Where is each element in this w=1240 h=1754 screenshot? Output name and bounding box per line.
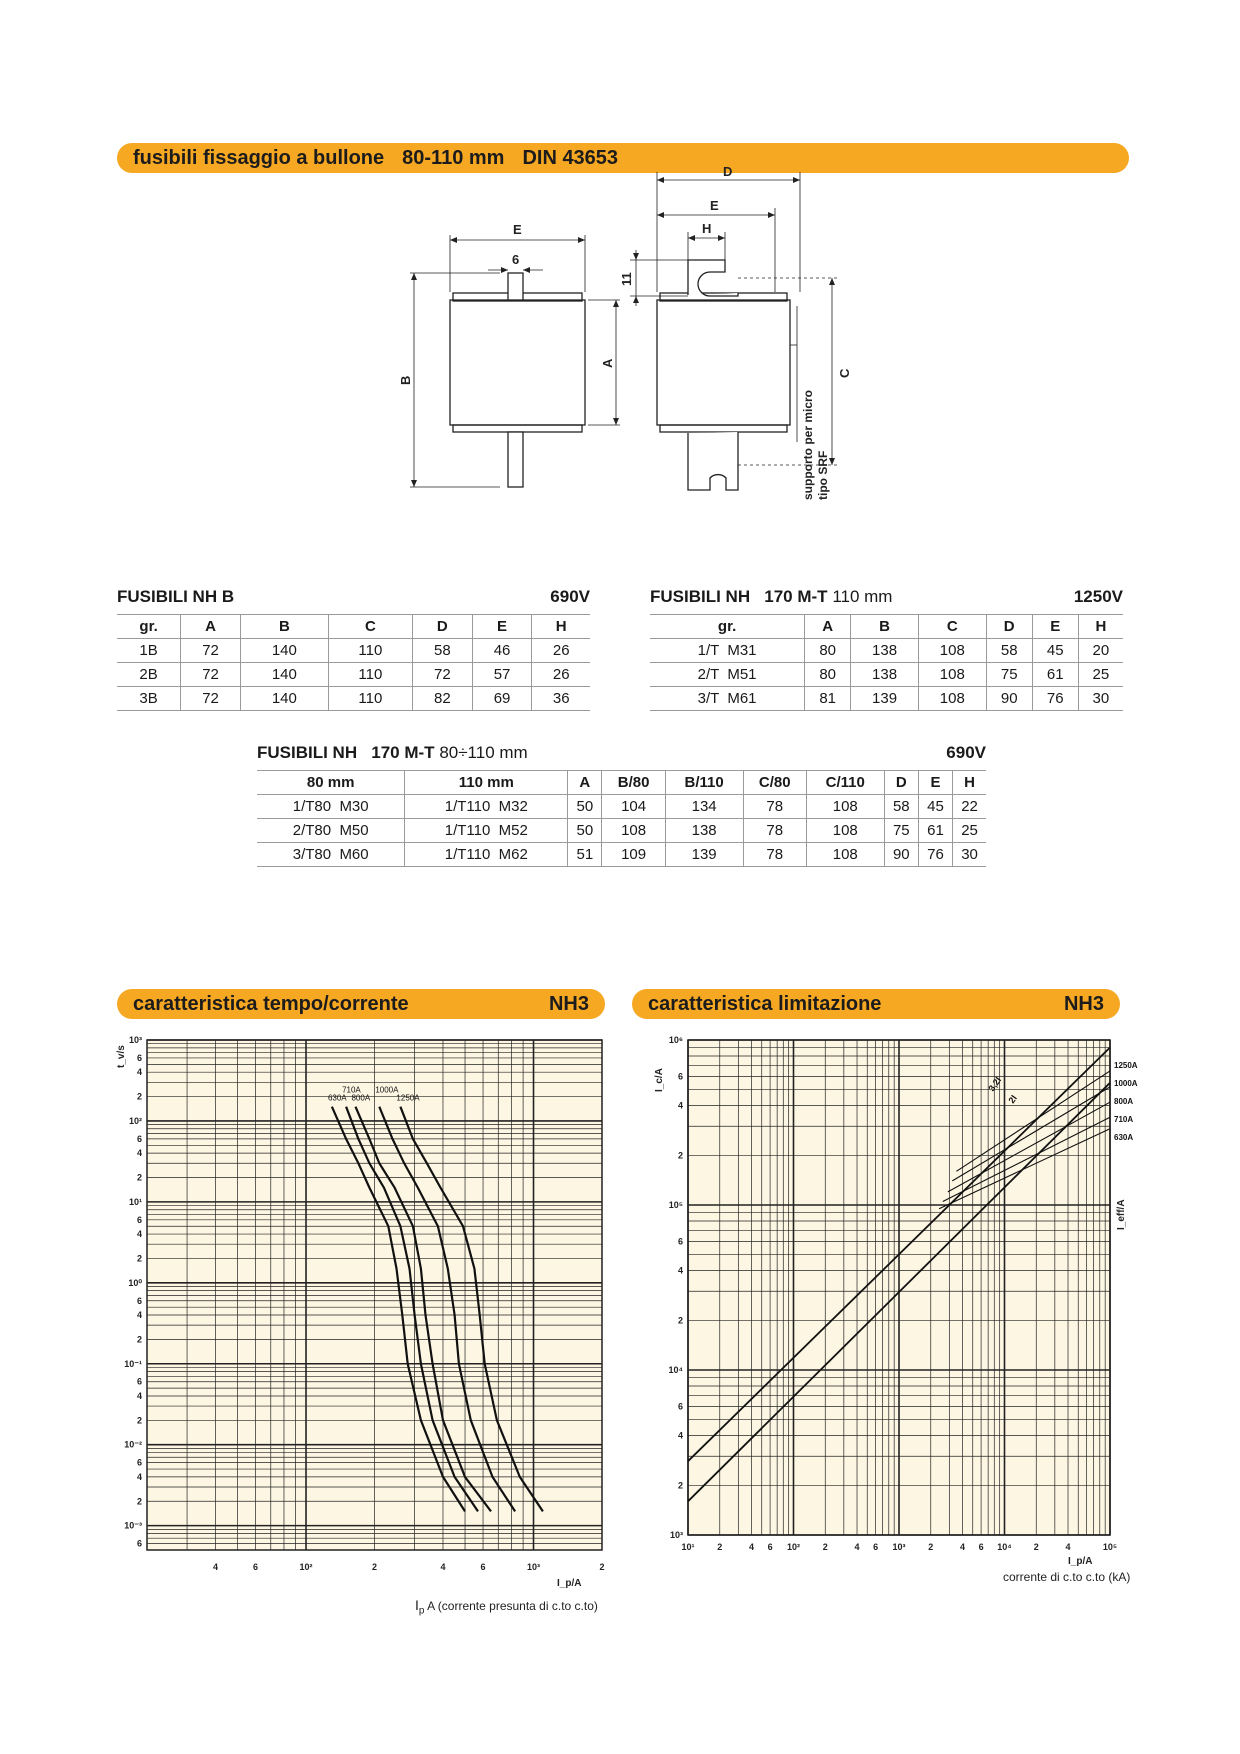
tc-tick-label: 2 [371,1562,378,1572]
tc-tick-label: 2 [136,1415,142,1426]
header-band [117,143,1129,173]
dim-label-d: D [723,164,733,179]
table-cell: 110 [328,687,412,711]
table-cell: 58 [986,639,1032,663]
lim-tick-label: 10⁴ [997,1542,1012,1552]
lim-tick-label: 6 [677,1071,683,1082]
lim-tick-label: 10¹ [681,1542,695,1552]
column-header: D [986,615,1032,639]
column-header: E [472,615,532,639]
table-cell: 46 [472,639,532,663]
table-row [650,663,1123,687]
table-cell: 20 [1078,639,1123,663]
table-cell: 3B [117,687,181,711]
column-header: A [805,615,851,639]
table-header-row [117,615,590,639]
column-header: gr. [117,615,181,639]
table-cell: 81 [805,687,851,711]
tc-tick-label: 4 [440,1562,446,1572]
table-row [650,687,1123,711]
lim-tick-label: 2 [677,1480,683,1491]
column-header: 80 mm [257,771,405,795]
table-nh-b-voltage: 690V [550,587,590,606]
lim-tick-label: 6 [767,1542,773,1552]
table-cell: 138 [851,663,919,687]
band-limitation-tag: NH3 [1063,992,1104,1015]
tc-tick-label: 6 [253,1562,259,1572]
table-cell: 78 [743,819,806,843]
table-cell: 2/T M51 [650,663,805,687]
tc-tick-label: 2 [136,1496,142,1507]
tc-tick-label: 4 [136,1471,142,1482]
table-cell: 80 [805,639,851,663]
table-nh-170 [650,614,1123,711]
lim-tick-label: 10³ [892,1542,906,1552]
table-cell: 75 [884,819,918,843]
lim-tick-label: 4 [960,1542,966,1552]
header-size: 80-110 mm [402,146,505,169]
table-cell: 50 [568,819,602,843]
table-cell: 139 [665,843,743,867]
lim-y2-axis-label: I_eff/A [1116,1199,1127,1230]
table-cell: 25 [1078,663,1123,687]
tc-tick-label: 2 [599,1562,605,1572]
dim-label-c: C [837,368,852,378]
table-cell: 1/T110 M62 [405,843,568,867]
table-cell: 25 [953,819,986,843]
limitation-caption: corrente di c.to c.to (kA) [1003,1570,1131,1584]
lim-right-label: 1000A [1114,1079,1138,1088]
column-header: H [532,615,590,639]
table-row [257,795,986,819]
tc-tick-label: 4 [136,1067,142,1078]
table-nh-b-name: FUSIBILI NH B [117,587,235,606]
lim-right-label: 630A [1114,1133,1134,1142]
lim-tick-label: 4 [677,1100,683,1111]
caption-text: A (corrente presunta di c.to c.to) [427,1599,598,1613]
tc-tick-label: 10⁻³ [124,1520,142,1531]
dim-label-h: H [702,221,712,236]
table-header-row [257,771,986,795]
column-header: C [328,615,412,639]
table-row [650,639,1123,663]
table-cell: 58 [412,639,472,663]
column-header: C/80 [743,771,806,795]
table-nh-170-title [650,587,1123,607]
table-row [117,687,590,711]
dim-label-eleven: 11 [619,272,634,286]
band-time-current-title: caratteristica tempo/corrente [133,992,409,1015]
tc-series-label: 710A [342,1085,361,1095]
table-cell: 72 [181,639,241,663]
lim-tick-label: 4 [854,1542,860,1552]
table-row [257,843,986,867]
table-cell: 76 [1032,687,1078,711]
lim-tick-label: 6 [677,1401,683,1412]
tc-tick-label: 4 [212,1562,218,1572]
support-label-2: tipo SRF [816,450,830,500]
table-cell: 109 [602,843,665,867]
limitation-chart [648,1030,1138,1580]
time-current-caption [415,1597,598,1616]
table-cell: 138 [851,639,919,663]
table-cell: 138 [665,819,743,843]
table-cell: 2/T80 M50 [257,819,405,843]
table-cell: 2B [117,663,181,687]
table-nh-170-voltage: 1250V [1073,587,1123,606]
table-cell: 72 [181,687,241,711]
table-cell: 3/T M61 [650,687,805,711]
table-row [117,663,590,687]
lim-tick-label: 2 [1033,1542,1039,1552]
dim-label-e-right: E [710,198,719,213]
table-cell: 110 [328,663,412,687]
table-header-row [650,615,1123,639]
table-cell: 1/T110 M32 [405,795,568,819]
table-nh-170-80-110 [257,770,986,867]
tc-tick-label: 10¹ [128,1196,142,1207]
lim-tick-label: 10⁵ [1102,1542,1118,1552]
column-header: H [1078,615,1123,639]
dim-label-b: B [398,375,413,385]
table-cell: 75 [986,663,1032,687]
column-header: A [181,615,241,639]
lim-tick-label: 2 [822,1542,828,1552]
table-cell: 58 [884,795,918,819]
tc-tick-label: 6 [136,1457,142,1468]
table-cell: 108 [806,843,884,867]
table-cell: 134 [665,795,743,819]
column-header: B/80 [602,771,665,795]
column-header: E [1032,615,1078,639]
table-cell: 140 [240,639,328,663]
lim-tick-label: 4 [677,1430,683,1441]
table-cell: 45 [1032,639,1078,663]
table-cell: 90 [986,687,1032,711]
table-cell: 22 [953,795,986,819]
lim-tick-label: 6 [677,1236,683,1247]
lim-x-axis-label: I_p/A [1068,1556,1093,1567]
tc-tick-label: 10³ [128,1035,142,1045]
table-nh-170-name: FUSIBILI NH 170 M-T [650,587,828,606]
table-cell: 50 [568,795,602,819]
table-cell: 1B [117,639,181,663]
table-cell: 1/T M31 [650,639,805,663]
table-cell: 72 [181,663,241,687]
tc-series-label: 630A [327,1093,347,1103]
lim-right-label: 1250A [1114,1061,1138,1070]
table-cell: 108 [918,687,986,711]
dim-label-a: A [600,358,615,368]
column-header: C [918,615,986,639]
table-cell: 78 [743,843,806,867]
table-cell: 90 [884,843,918,867]
table-cell: 139 [851,687,919,711]
tc-tick-label: 10² [299,1562,313,1572]
table-cell: 51 [568,843,602,867]
caption-symbol: I [415,1597,419,1613]
tc-tick-label: 4 [136,1310,142,1321]
band-limitation [632,989,1120,1019]
table-nh-170-80-voltage: 690V [946,743,986,762]
lim-right-label: 800A [1114,1097,1134,1106]
time-current-chart [112,1030,612,1590]
lim-tick-label: 4 [677,1265,683,1276]
lim-tick-label: 2 [677,1315,683,1326]
table-nh-170-80-name: FUSIBILI NH 170 M-T [257,743,435,762]
table-cell: 1/T110 M52 [405,819,568,843]
tc-series-label: 1250A [396,1093,420,1103]
table-cell: 108 [806,795,884,819]
tc-tick-label: 10⁻¹ [124,1358,142,1369]
tc-tick-label: 6 [136,1538,142,1549]
tc-tick-label: 6 [480,1562,486,1572]
lim-tick-label: 10⁴ [668,1365,683,1375]
column-header: gr. [650,615,805,639]
tc-tick-label: 6 [136,1295,142,1306]
table-cell: 72 [412,663,472,687]
table-nh-b [117,614,590,711]
table-cell: 26 [532,663,590,687]
tc-tick-label: 2 [136,1334,142,1345]
tc-tick-label: 10⁻² [124,1439,142,1450]
table-cell: 30 [1078,687,1123,711]
table-nh-170-subtitle: 110 mm [832,587,893,606]
lim-tick-label: 2 [928,1542,934,1552]
lim-tick-label: 10³ [669,1530,683,1540]
lim-tick-label: 2 [717,1542,723,1552]
table-nh-b-title [117,587,590,607]
table-cell: 108 [918,663,986,687]
table-cell: 1/T80 M30 [257,795,405,819]
column-header: B [851,615,919,639]
tc-tick-label: 6 [136,1376,142,1387]
table-cell: 36 [532,687,590,711]
table-cell: 110 [328,639,412,663]
tc-tick-label: 2 [136,1091,142,1102]
table-cell: 78 [743,795,806,819]
table-cell: 61 [918,819,952,843]
table-cell: 104 [602,795,665,819]
table-cell: 61 [1032,663,1078,687]
table-cell: 3/T80 M60 [257,843,405,867]
lim-tick-label: 10⁶ [668,1035,683,1045]
table-row [117,639,590,663]
dim-label-six: 6 [512,252,520,267]
tc-y-axis-label: t_v/s [116,1045,127,1068]
table-cell: 108 [806,819,884,843]
table-cell: 69 [472,687,532,711]
tc-tick-label: 4 [136,1229,142,1240]
table-cell: 108 [918,639,986,663]
tc-tick-label: 10⁰ [128,1277,142,1288]
table-cell: 30 [953,843,986,867]
table-row [257,819,986,843]
header-standard: DIN 43653 [522,146,619,169]
lim-tick-label: 10² [786,1542,801,1552]
tc-tick-label: 2 [136,1172,142,1183]
tc-tick-label: 4 [136,1390,142,1401]
lim-tick-label: 6 [873,1542,879,1552]
lim-y-axis-label: I_c/A [654,1068,665,1092]
table-cell: 108 [602,819,665,843]
column-header: 110 mm [405,771,568,795]
fuse-technical-drawing [380,164,860,570]
table-cell: 80 [805,663,851,687]
table-cell: 140 [240,687,328,711]
table-cell: 76 [918,843,952,867]
column-header: B [240,615,328,639]
lim-diagonal-label: 3,2I [986,1075,1004,1094]
column-header: D [412,615,472,639]
band-time-current-tag: NH3 [548,992,589,1015]
table-cell: 140 [240,663,328,687]
column-header: C/110 [806,771,884,795]
dim-label-e-left: E [513,222,522,237]
tc-series-label: 800A [351,1093,371,1103]
tc-tick-label: 6 [136,1052,142,1063]
table-cell: 82 [412,687,472,711]
tc-tick-label: 6 [136,1214,142,1225]
lim-tick-label: 2 [677,1150,683,1161]
lim-tick-label: 4 [749,1542,755,1552]
tc-tick-label: 4 [136,1148,142,1159]
column-header: E [918,771,952,795]
table-cell: 45 [918,795,952,819]
table-cell: 57 [472,663,532,687]
column-header: A [568,771,602,795]
column-header: H [953,771,986,795]
table-cell: 26 [532,639,590,663]
band-limitation-title: caratteristica limitazione [648,992,882,1015]
table-nh-170-80-subtitle: 80÷110 mm [439,743,528,762]
tc-tick-label: 10² [128,1115,142,1126]
lim-tick-label: 6 [978,1542,984,1552]
band-time-current [117,989,605,1019]
column-header: D [884,771,918,795]
column-header: B/110 [665,771,743,795]
tc-tick-label: 2 [136,1253,142,1264]
support-label-1: supporto per micro [801,389,815,500]
tc-tick-label: 10³ [527,1562,541,1572]
tc-x-axis-label: I_p/A [557,1578,582,1589]
header-title: fusibili fissaggio a bullone [133,146,385,169]
table-nh-170-80-title [257,743,986,763]
lim-tick-label: 4 [1065,1542,1071,1552]
tc-series-label: 1000A [375,1085,399,1095]
lim-tick-label: 10⁵ [668,1200,683,1210]
lim-right-label: 710A [1114,1115,1134,1124]
caption-sub: p [418,1605,425,1617]
tc-tick-label: 6 [136,1133,142,1144]
lim-diagonal-label: 2I [1006,1093,1019,1106]
